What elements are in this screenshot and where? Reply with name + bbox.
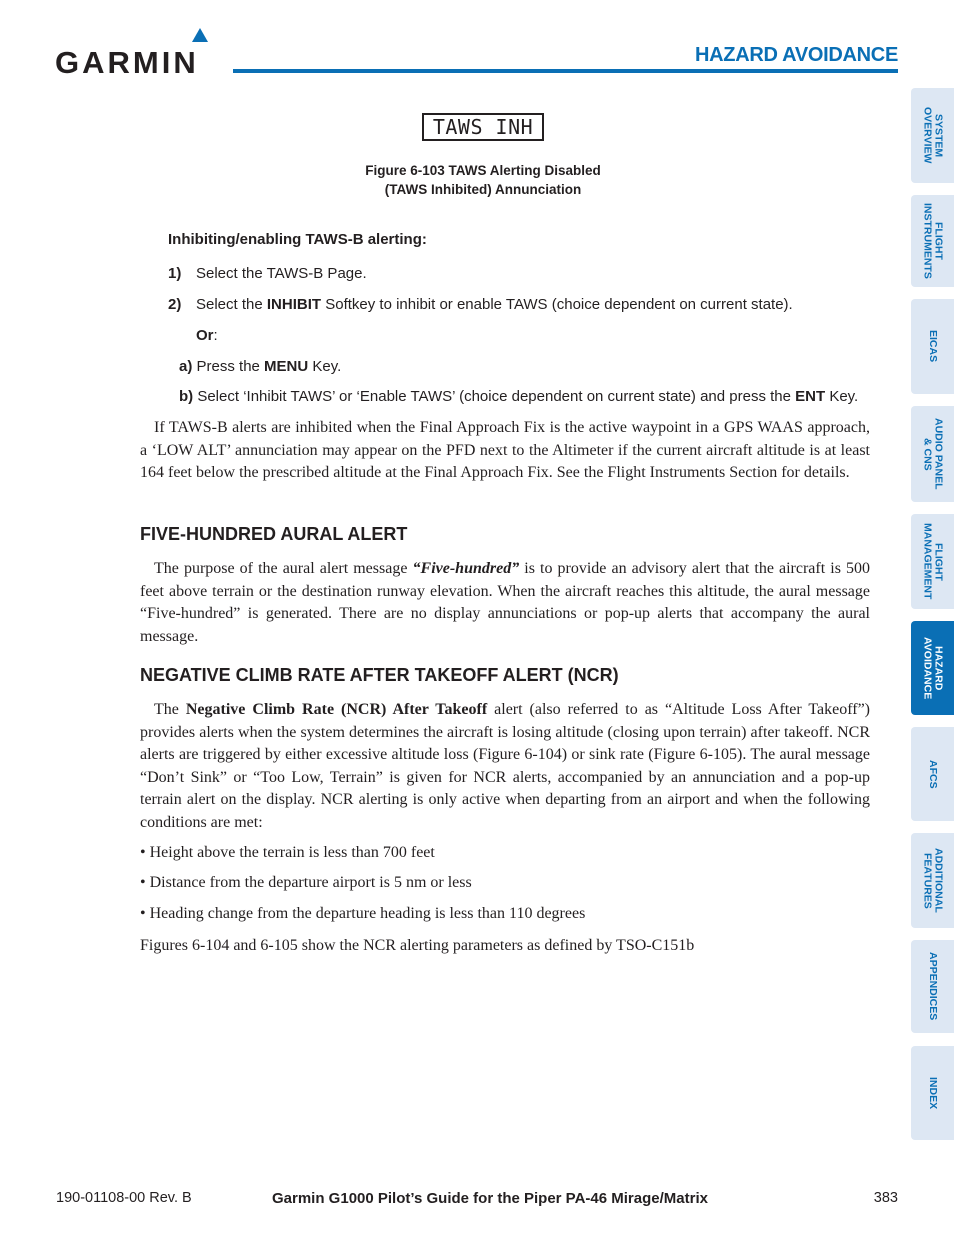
step-number: 1) [168, 265, 182, 282]
tab-audio-panel-cns[interactable] [911, 406, 954, 502]
garmin-delta-icon [192, 28, 208, 42]
list-item: • Distance from the departure airport is 5 nm or less [140, 874, 472, 891]
garmin-logo [55, 26, 220, 78]
step-text-pre: Press the [192, 358, 265, 375]
step-text-pre: Select the [196, 296, 267, 313]
tab-afcs[interactable] [911, 727, 954, 821]
tab-index[interactable] [911, 1046, 954, 1140]
garmin-wordmark: GARMIN [55, 45, 199, 78]
heading-five-hundred: FIVE-HUNDRED AURAL ALERT [140, 524, 408, 544]
tab-label: AUDIO PANEL & CNS [921, 418, 945, 490]
or-colon: : [213, 327, 218, 344]
tab-flight-management[interactable] [911, 514, 954, 609]
step-number: a) [179, 358, 193, 375]
paragraph-taws-inhibit: If TAWS-B alerts are inhibited when the Final Approach Fix is the active waypoint in a GPS WAAS approach, a ‘LOW ALT’ annunciation may appear on the PFD next to the Altimeter if the current aircraft altitude is at least 164 feet below the prescribed altitude at the Final Approach Fix. See the Flight Instruments Section for details. [140, 419, 870, 482]
tab-label: APPENDICES [927, 952, 939, 1021]
tab-hazard-avoidance[interactable] [911, 621, 954, 715]
procedure-heading: Inhibiting/enabling TAWS-B alerting: [168, 231, 427, 248]
figure-caption-line2: (TAWS Inhibited) Annunciation [384, 182, 582, 197]
step-a [179, 358, 341, 375]
or-label-row [196, 327, 218, 344]
tab-label: EICAS [927, 330, 939, 363]
heading-ncr: NEGATIVE CLIMB RATE AFTER TAKEOFF ALERT (NCR) [140, 665, 619, 685]
inhibit-softkey-label: INHIBIT [266, 296, 322, 313]
step-text: Select the TAWS-B Page. [196, 265, 367, 282]
tab-label: HAZARD AVOIDANCE [921, 636, 945, 700]
ent-key-label: ENT [795, 388, 826, 405]
tab-additional-features[interactable] [911, 833, 954, 928]
footer-doc-number: 190-01108-00 Rev. B [56, 1190, 192, 1206]
list-item: • Heading change from the departure heading is less than 110 degrees [140, 905, 586, 922]
footer-title: Garmin G1000 Pilot’s Guide for the Piper PA-46 Mirage/Matrix [272, 1190, 708, 1207]
list-item: • Height above the terrain is less than 700 feet [140, 844, 435, 861]
taws-inh-annunciation: TAWS INH [422, 113, 544, 141]
five-hundred-message: “Five-hundred” [412, 560, 520, 577]
step-text [196, 296, 793, 313]
menu-key-label: MENU [264, 358, 309, 375]
step-number: b) [179, 388, 194, 405]
tab-label: SYSTEM OVERVIEW [921, 107, 945, 164]
figure-caption-line1: Figure 6-103 TAWS Alerting Disabled [365, 163, 601, 178]
tab-system-overview[interactable] [911, 88, 954, 183]
section-title: HAZARD AVOIDANCE [695, 44, 898, 66]
tab-flight-instruments[interactable] [911, 195, 954, 287]
footer-page-number: 383 [873, 1190, 898, 1206]
tab-label: FLIGHT MANAGEMENT [921, 523, 945, 600]
step-b [179, 388, 858, 405]
ncr-alert-name: Negative Climb Rate (NCR) After Takeoff [185, 701, 488, 718]
figure-caption [300, 161, 666, 199]
tab-label: ADDITIONAL FEATURES [921, 848, 945, 913]
tab-eicas[interactable] [911, 299, 954, 394]
header-rule [233, 69, 898, 73]
tab-label: INDEX [927, 1076, 939, 1110]
paragraph-text-post: alert (also referred to as “Altitude Loss After Takeoff”) provides alerts when the system determines the aircraft is losing altitude (closing upon terrain) after takeoff. NCR alerts are triggered by either excessive altitude loss (Figure 6-104) or sink rate (Figure 6-105). The aural message “Don’t Sink” or “Too Low, Terrain” is given for NCR alerts, accompanied by an annunciation and a pop-up terrain alert on the display. NCR alerting is only active when departing from an airport and when the following conditions are met: [140, 701, 871, 831]
paragraph-text-pre: The purpose of the aural alert message [154, 560, 413, 577]
step-number: 2) [168, 296, 182, 313]
step-text-pre: Select ‘Inhibit TAWS’ or ‘Enable TAWS’ (choice dependent on current state) and press the [193, 388, 796, 405]
tab-label: FLIGHT INSTRUMENTS [921, 203, 945, 279]
step-text-post: Key. [825, 388, 859, 405]
tab-label: AFCS [927, 759, 939, 789]
step-text-post: Key. [308, 358, 342, 375]
paragraph-text-post: is to provide an advisory alert that the aircraft is 500 feet above terrain or the destination runway elevation. When the aircraft reaches this altitude, the aural message “Five-hundred” is generated. There are no display annunciations or pop-up alerts that accompany the aural message. [140, 560, 870, 645]
or-label: Or [196, 327, 214, 344]
paragraph-ncr-closing: Figures 6-104 and 6-105 show the NCR alerting parameters as defined by TSO-C151b [140, 937, 695, 954]
step-text-post: Softkey to inhibit or enable TAWS (choice dependent on current state). [321, 296, 793, 313]
tab-appendices[interactable] [911, 940, 954, 1033]
paragraph-ncr [140, 699, 870, 835]
paragraph-text-pre: The [154, 701, 186, 718]
paragraph-five-hundred [140, 558, 870, 648]
